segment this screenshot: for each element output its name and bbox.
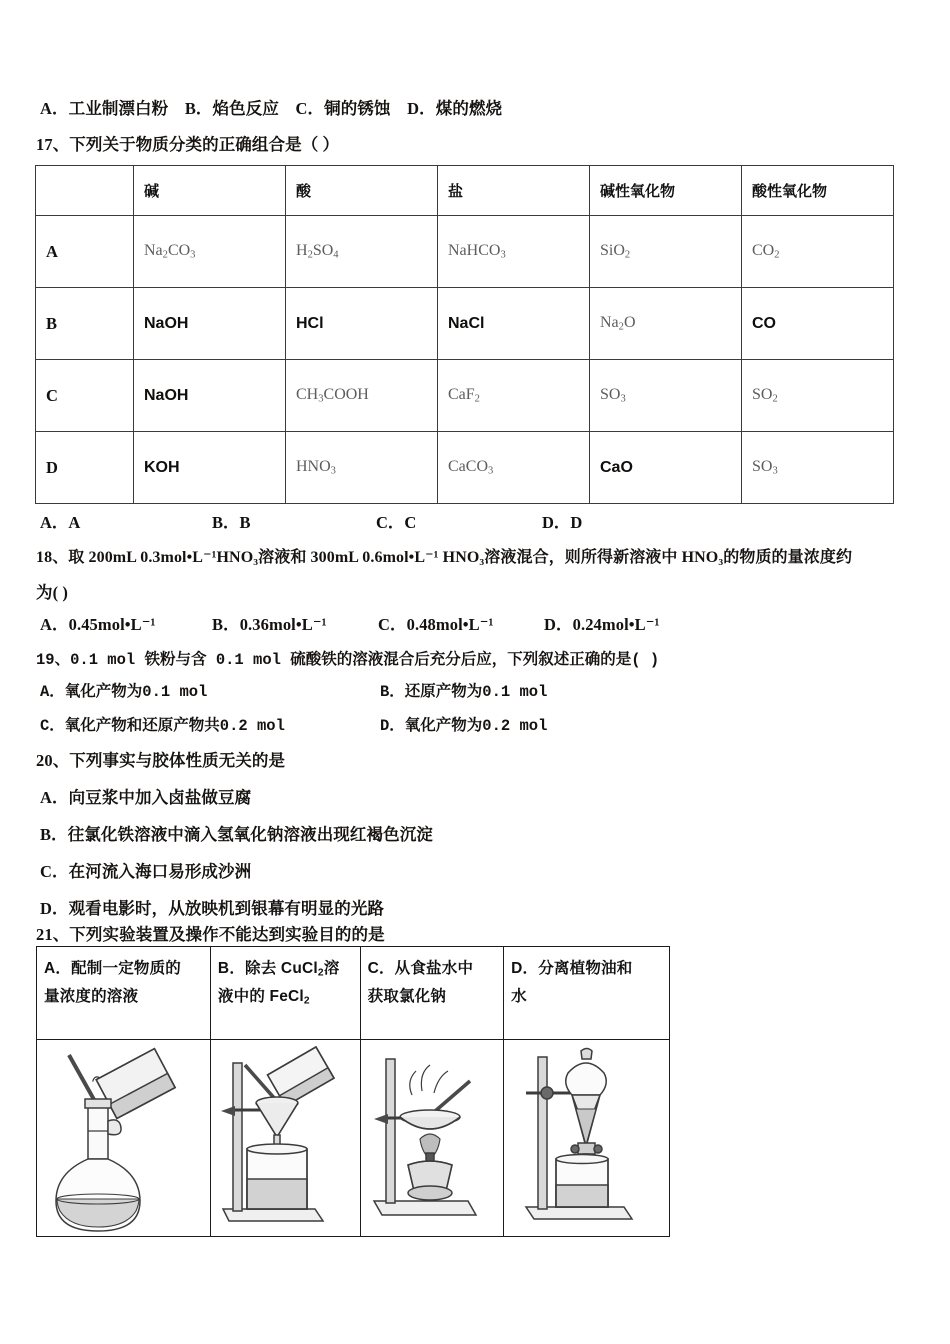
separating-funnel-apparatus [512,1043,662,1233]
table-row [36,360,894,432]
table-row [36,216,894,288]
row-label-a: A [36,216,134,288]
cell-b-basic-oxide: $Na_2O$ [590,288,742,360]
figure-cell-d [504,1040,670,1237]
q19-option-d[interactable]: D．氧化产物为0.2 mol [380,717,548,735]
cell-d-base: KOH [134,432,286,504]
row-label-b: B [36,288,134,360]
q17-option-c[interactable]: C．C [376,513,417,532]
experiment-text-c-line2: 获取氯化钠 [367,987,447,1005]
experiment-header-row [37,947,670,1040]
q17-option-b[interactable]: B．B [212,513,251,532]
cell-d-basic-oxide: CaO [590,432,742,504]
q16-options-line: A．工业制漂白粉 B．焰色反应 C．铜的锈蚀 D．煤的燃烧 [40,99,503,118]
cell-b-base: NaOH [134,288,286,360]
table-row [36,288,894,360]
volumetric-flask-transfer-apparatus [43,1043,203,1233]
q17-option-d[interactable]: D．D [542,513,583,532]
q19-option-b[interactable]: B．还原产物为0.1 mol [380,683,548,701]
q19-options-row1 [40,684,547,701]
header-cell-salt: 盐 [438,166,590,216]
q18-stem-line2: 为( ) [36,583,69,602]
cell-c-basic-oxide: $SO_3$ [590,360,742,432]
cell-a-base: $Na_2CO_3$ [134,216,286,288]
experiment-text-d-line1: 分离植物油和 [538,960,633,977]
row-label-d: D [36,432,134,504]
cell-c-acidic-oxide: $SO_2$ [742,360,894,432]
experiment-label-b: B． [217,960,246,977]
table-header-row [36,166,894,216]
experiment-text-c-line1: 从食盐水中 [394,960,474,977]
cell-d-acid: $HNO_3$ [286,432,438,504]
q20-stem: 20、下列事实与胶体性质无关的是 [36,751,286,770]
table-row [36,432,894,504]
experiment-header-b [210,947,360,1040]
q20-option-c[interactable]: C．在河流入海口易形成沙洲 [40,862,252,881]
cell-c-salt: CaF$_2$ [438,360,590,432]
q19-stem: 19、0.1 mol 铁粉与含 0.1 mol 硫酸铁的溶液混合后充分后应，下列叙述正确的是( ) [36,651,660,669]
header-cell-base: 碱 [134,166,286,216]
cell-c-acid: $CH_3COOH$ [286,360,438,432]
experiment-label-a: A． [44,960,72,977]
experiment-text-a-line2: 量浓度的溶液 [44,987,139,1005]
experiment-figure-row [37,1040,670,1237]
cell-a-basic-oxide: SiO$_2$ [590,216,742,288]
experiment-header-a [37,947,211,1040]
q19-option-a[interactable]: A．氧化产物为0.1 mol [40,683,208,701]
evaporation-apparatus [364,1043,499,1233]
q17-stem: 17、下列关于物质分类的正确组合是（ ） [36,135,340,154]
cell-d-salt: CaCO$_3$ [438,432,590,504]
experiment-setup-table [36,946,670,1237]
cell-d-acidic-oxide: $SO_3$ [742,432,894,504]
experiment-label-c: C． [367,960,395,977]
q20-option-b[interactable]: B．往氯化铁溶液中滴入氢氧化钠溶液出现红褐色沉淀 [40,825,433,844]
experiment-text-d-line2: 水 [511,987,527,1005]
experiment-header-c [360,947,504,1040]
filtration-apparatus [215,1043,355,1233]
q18-option-d[interactable]: D．0.24mol•L⁻¹ [544,615,660,634]
q21-stem: 21、下列实验装置及操作不能达到实验目的的是 [36,925,385,944]
q18-stem-line1: 18、取 200mL 0.3mol•L⁻¹HNO₃溶液和 300mL 0.6mol•L⁻¹ HNO₃溶液混合，则所得新溶液中 HNO₃的物质的量浓度约 [36,549,853,566]
cell-b-acidic-oxide: CO [742,288,894,360]
q18-option-c[interactable]: C．0.48mol•L⁻¹ [378,615,494,634]
substance-classification-table [35,165,894,504]
figure-cell-a [37,1040,211,1237]
experiment-text-a-line1: 配制一定物质的 [71,960,181,977]
cell-a-salt: NaHCO$_3$ [438,216,590,288]
experiment-text-b-line2: 液中的 FeCl$_2$ [217,987,310,1007]
q18-option-b[interactable]: B．0.36mol•L⁻¹ [212,615,327,634]
cell-c-base: NaOH [134,360,286,432]
q20-option-a[interactable]: A．向豆浆中加入卤盐做豆腐 [40,788,252,807]
experiment-label-d: D． [511,960,539,977]
q19-options-row2 [40,718,547,735]
cell-b-salt: NaCl [438,288,590,360]
q19-option-c[interactable]: C．氧化产物和还原产物共0.2 mol [40,717,285,735]
figure-cell-b [210,1040,360,1237]
cell-a-acid: $H_2SO_4$ [286,216,438,288]
q18-options [40,616,660,634]
header-cell-acidic-oxide: 酸性氧化物 [742,166,894,216]
experiment-text-b-line1: 除去 CuCl$_2$溶 [245,960,340,979]
figure-cell-c [360,1040,504,1237]
q18-option-a[interactable]: A．0.45mol•L⁻¹ [40,615,156,634]
header-cell-blank [36,166,134,216]
q20-option-d[interactable]: D．观看电影时，从放映机到银幕有明显的光路 [40,899,385,918]
header-cell-acid: 酸 [286,166,438,216]
cell-a-acidic-oxide: $CO_2$ [742,216,894,288]
q17-option-a[interactable]: A．A [40,513,81,532]
row-label-c: C [36,360,134,432]
cell-b-acid: HCl [286,288,438,360]
experiment-header-d [504,947,670,1040]
header-cell-basic-oxide: 碱性氧化物 [590,166,742,216]
